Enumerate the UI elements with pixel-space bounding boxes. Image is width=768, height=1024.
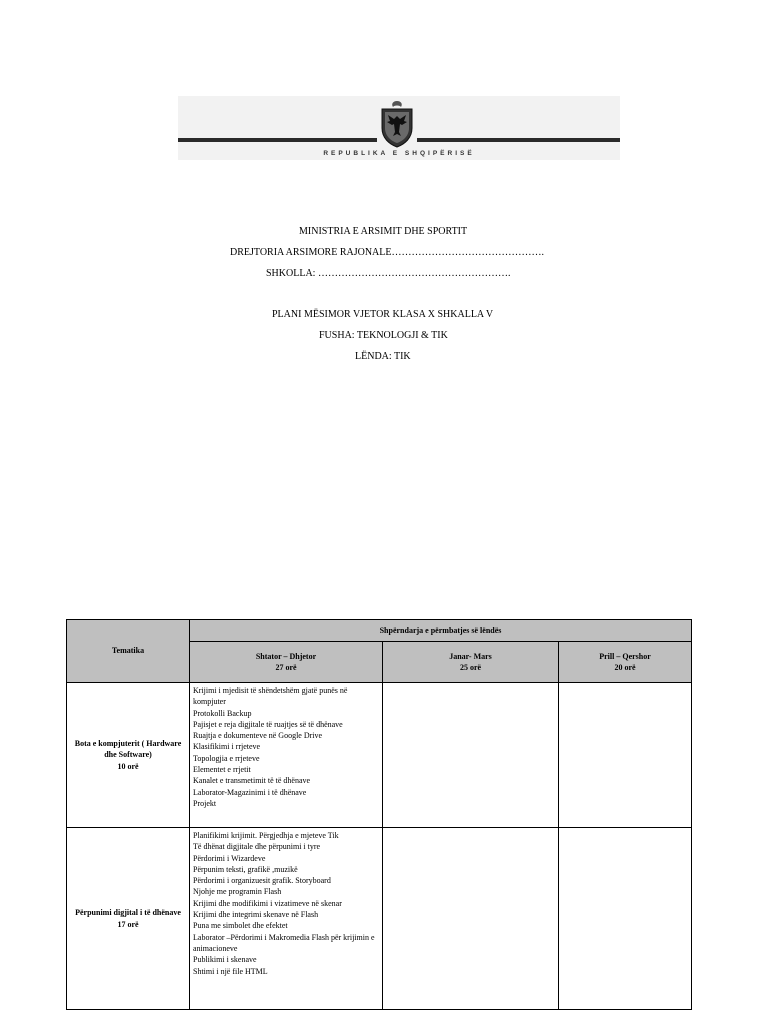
content-item: Ruajtja e dokumenteve në Google Drive — [193, 731, 323, 741]
empty-cell — [383, 828, 559, 1010]
empty-cell — [383, 683, 559, 828]
table-row — [67, 683, 692, 828]
empty-cell — [559, 828, 692, 1010]
distribution-header: Shpërndarja e përmbatjes së lëndës — [379, 625, 502, 635]
content-cell — [190, 683, 383, 828]
topic-header: Tematika — [111, 646, 145, 656]
topic-name: Bota e kompjuterit ( Hardware dhe Software) — [74, 739, 182, 760]
content-item: Krijimi i mjedisit të shëndetshëm gjatë punës në kompjuter — [193, 686, 348, 707]
period-header-cell — [383, 642, 559, 683]
content-item: Përdorimi i Wizardeve — [193, 853, 266, 863]
table-header-row — [67, 620, 692, 642]
content-item: Shtimi i një file HTML — [193, 966, 268, 976]
content-item: Laborator-Magazinimi i të dhënave — [193, 787, 307, 797]
content-item: Planifikimi krijimit. Përgjedhja e mjeteve Tik — [193, 831, 339, 840]
content-item: Projekt — [193, 798, 217, 808]
content-item: Krijimi dhe modifikimi i vizatimeve në skenar — [193, 898, 342, 908]
subject-line: LËNDA: TIK — [355, 351, 411, 362]
topic-cell — [67, 683, 190, 828]
content-item: Publikimi i skenave — [193, 955, 257, 965]
period-hours: 25 orë — [459, 663, 482, 672]
plan-title: PLANI MËSIMOR VJETOR KLASA X SHKALLA V — [272, 309, 494, 320]
content-item: Protokolli Backup — [193, 708, 252, 718]
period-hours: 27 orë — [275, 663, 297, 672]
table-row — [67, 828, 692, 1010]
empty-cell — [559, 683, 692, 828]
period-header-cell — [190, 642, 383, 683]
content-item: Puna me simbolet dhe efektet — [193, 921, 288, 931]
directorate-line: DREJTORIA ARSIMORE RAJONALE………………………………………. — [230, 247, 544, 258]
annual-plan-table — [66, 619, 692, 1010]
content-item: Krijimi dhe integrimi skenave në Flash — [193, 910, 319, 920]
albanian-eagle-emblem-icon — [377, 100, 417, 148]
period-name: Prill – Qershor — [599, 651, 651, 661]
republic-caption: REPUBLIKA E SHQIPËRISË — [323, 150, 475, 157]
period-header-cell — [559, 642, 692, 683]
ministry-title: MINISTRIA E ARSIMIT DHE SPORTIT — [299, 226, 468, 237]
content-item: Njohje me programin Flash — [193, 887, 282, 897]
school-line: SHKOLLA: …………………………………………………. — [266, 268, 511, 279]
period-hours: 20 orë — [614, 663, 636, 672]
content-item: Elementet e rrjetit — [193, 765, 251, 775]
content-item: Kanalet e transmetimit të të dhënave — [193, 776, 311, 786]
content-item: Përdorimi i organizuesit grafik. Storyboard — [193, 876, 331, 886]
topic-hours: 17 orë — [117, 919, 139, 929]
content-item: Pajisjet e reja digjitale të ruajtjes së të dhënave — [193, 719, 343, 729]
distribution-header-cell — [190, 620, 692, 642]
field-line: FUSHA: TEKNOLOGJI & TIK — [319, 330, 448, 341]
content-item: Laborator –Përdorimi i Makromedia Flash për krijimin e animacioneve — [193, 932, 375, 953]
topic-header-cell — [67, 620, 190, 683]
content-item: Të dhënat digjitale dhe përpunimi i tyre — [193, 842, 321, 852]
topic-hours: 10 orë — [117, 761, 139, 771]
period-name: Shtator – Dhjetor — [255, 651, 317, 661]
content-item: Përpunim teksti, grafikë ,muzikë — [193, 864, 298, 874]
content-cell — [190, 828, 383, 1010]
content-item: Klasifikimi i rrjeteve — [193, 742, 261, 752]
period-name: Janar- Mars — [449, 651, 492, 661]
topic-cell — [67, 828, 190, 1010]
content-item: Topologjia e rrjeteve — [193, 753, 260, 763]
topic-name: Përpunimi digjital i të dhënave — [75, 908, 181, 918]
